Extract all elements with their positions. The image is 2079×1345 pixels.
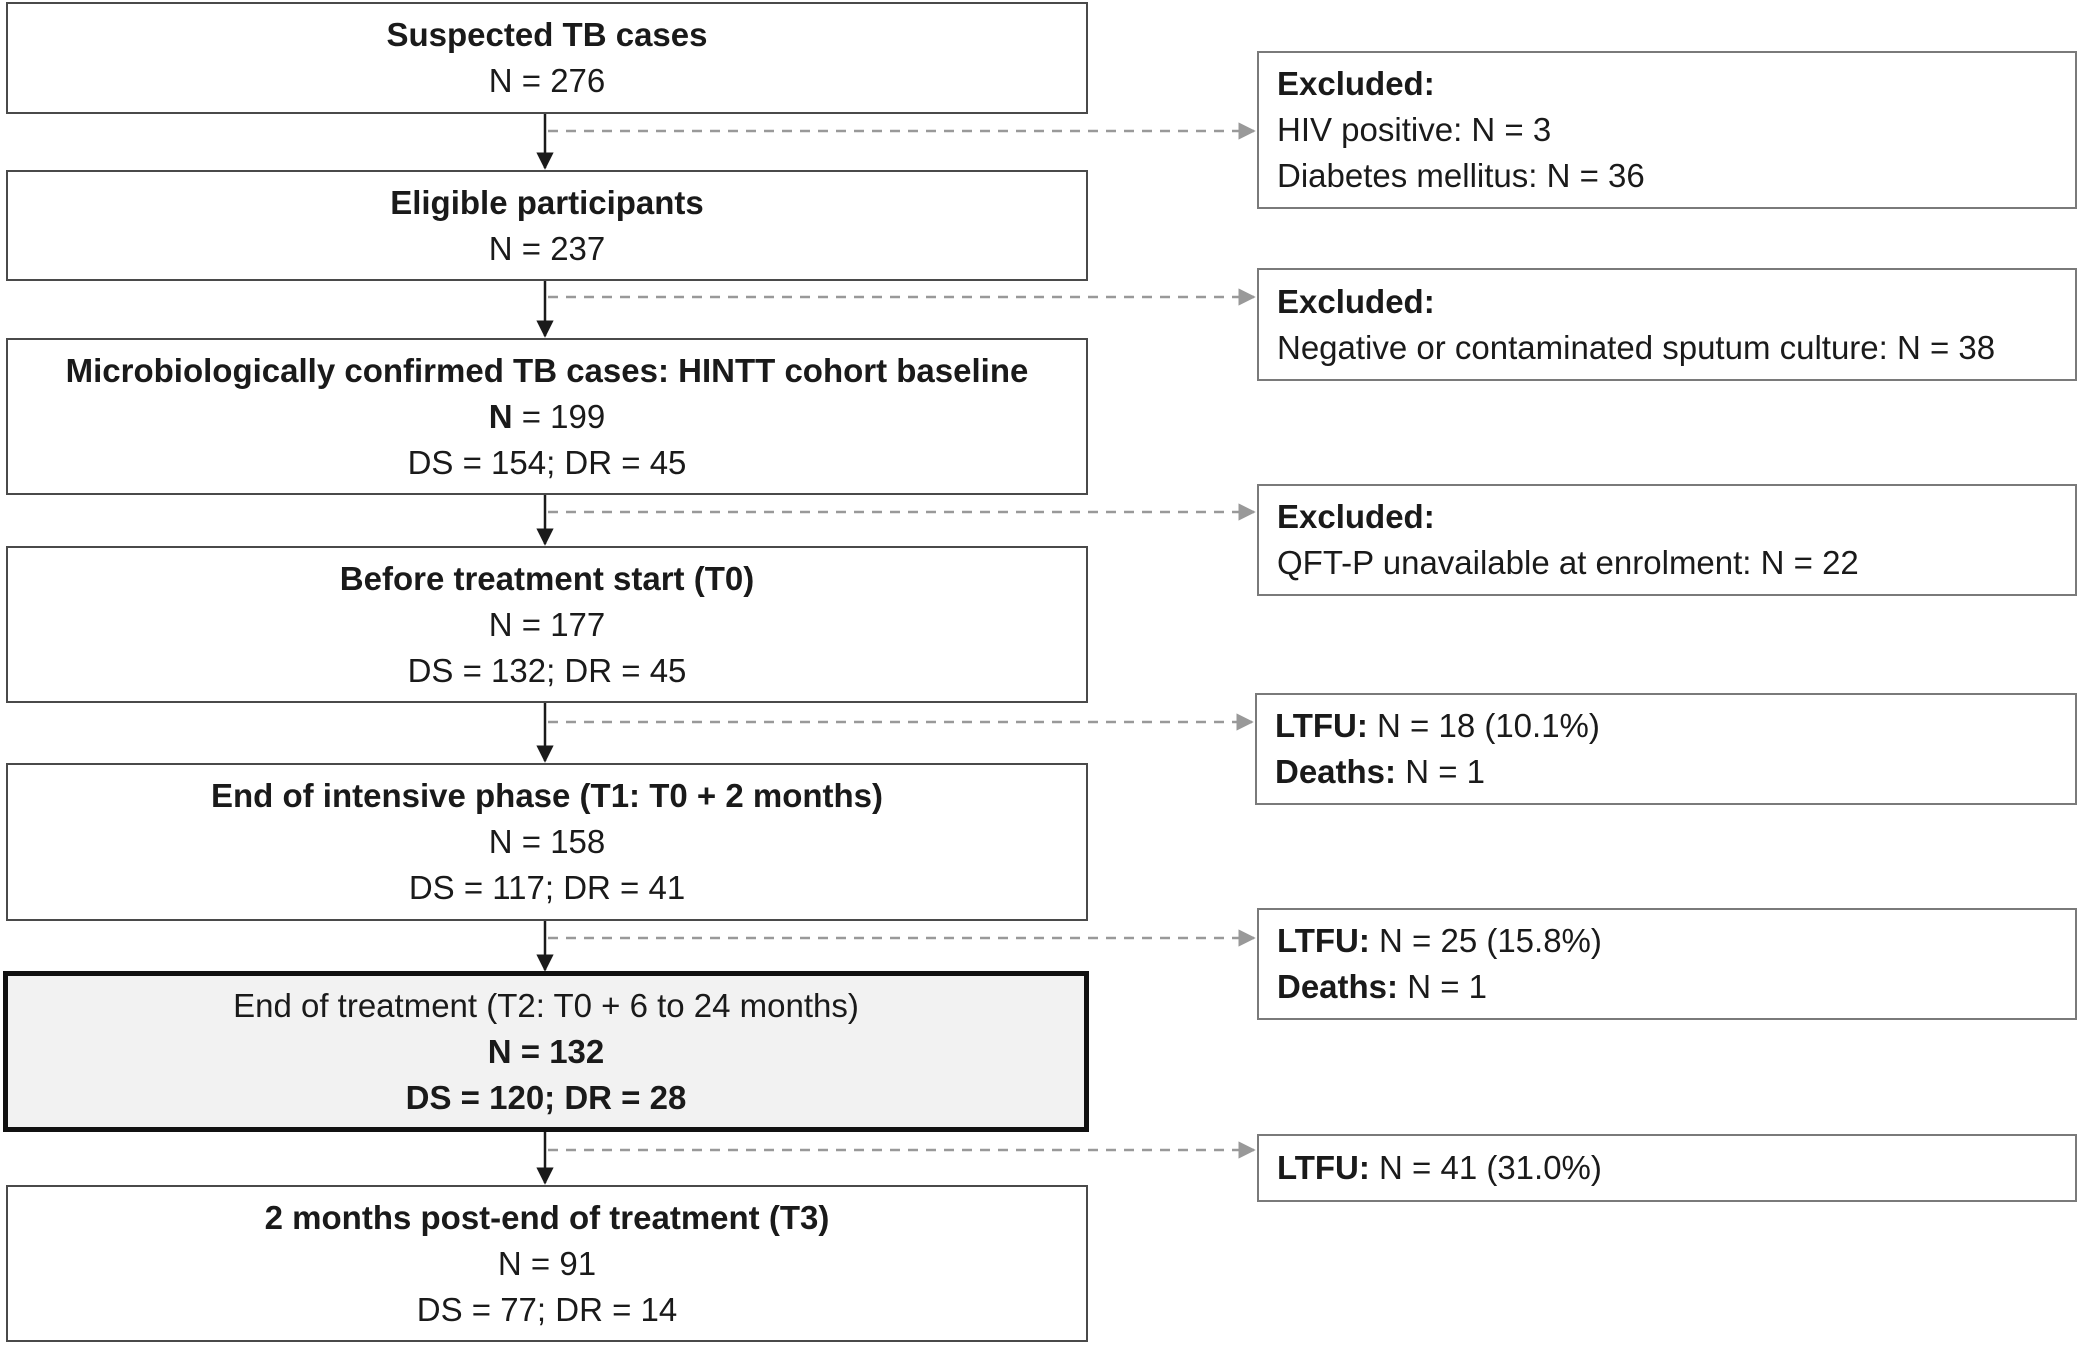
deaths-line	[1275, 749, 2075, 795]
box-count: N = 177	[488, 605, 606, 643]
ltfu-label: LTFU:	[1277, 922, 1370, 959]
box-post-treatment-t3	[6, 1185, 1088, 1342]
ltfu-label: LTFU:	[1277, 1149, 1370, 1186]
box-title: Microbiologically confirmed TB cases: HINTT cohort baseline	[65, 351, 1029, 389]
box-split: DS = 120; DR = 28	[405, 1078, 687, 1116]
deaths-value: N = 1	[1396, 753, 1485, 790]
side-line: Negative or contaminated sputum culture: N = 38	[1277, 328, 1996, 366]
ltfu-value: N = 25 (15.8%)	[1369, 922, 1602, 959]
box-before-treatment-t0	[6, 546, 1088, 703]
ltfu-line	[1277, 918, 2075, 964]
side-box-ltfu-t2	[1257, 908, 2077, 1020]
box-count: N = 237	[488, 229, 606, 267]
box-title: End of intensive phase (T1: T0 + 2 months)	[210, 777, 884, 814]
box-count: N = 276	[488, 62, 606, 99]
box-split: DS = 132; DR = 45	[407, 651, 687, 689]
ltfu-value: N = 41 (31.0%)	[1369, 1149, 1602, 1186]
box-end-treatment-t2	[3, 971, 1089, 1132]
box-split: DS = 154; DR = 45	[407, 443, 687, 481]
box-count: N = 158	[488, 823, 606, 860]
box-split: DS = 117; DR = 41	[408, 869, 686, 906]
side-box-excluded-1	[1257, 51, 2077, 209]
box-split: DS = 77; DR = 14	[416, 1290, 678, 1328]
side-line: Diabetes mellitus: N = 36	[1277, 157, 1645, 194]
box-suspected-tb-cases	[6, 2, 1088, 114]
box-eligible-participants	[6, 170, 1088, 281]
box-end-intensive-t1	[6, 763, 1088, 921]
ltfu-label: LTFU:	[1275, 707, 1368, 744]
box-count: N = 132	[487, 1032, 605, 1070]
side-box-ltfu-t1	[1255, 693, 2077, 805]
box-confirmed-tb-baseline	[6, 338, 1088, 495]
box-count: N = 91	[497, 1244, 597, 1282]
n-label: N	[488, 397, 513, 435]
ltfu-line	[1275, 703, 2075, 749]
box-count	[8, 394, 1086, 440]
deaths-line	[1277, 964, 2075, 1010]
side-heading: Excluded:	[1277, 498, 1435, 535]
box-title: Eligible participants	[390, 183, 704, 221]
side-box-excluded-2	[1257, 268, 2077, 381]
side-heading: Excluded:	[1277, 282, 1435, 320]
ltfu-line	[1277, 1145, 2075, 1191]
deaths-label: Deaths:	[1277, 968, 1399, 1005]
box-title: End of treatment (T2: T0 + 6 to 24 months)	[233, 986, 859, 1024]
box-title: Before treatment start (T0)	[339, 559, 755, 597]
box-title: Suspected TB cases	[386, 16, 708, 53]
side-box-excluded-3	[1257, 484, 2077, 596]
side-box-ltfu-t3	[1257, 1134, 2077, 1202]
side-heading: Excluded:	[1277, 65, 1435, 102]
side-line: QFT-P unavailable at enrolment: N = 22	[1277, 544, 1859, 581]
box-title: 2 months post-end of treatment (T3)	[264, 1198, 830, 1236]
deaths-value: N = 1	[1398, 968, 1487, 1005]
side-line: HIV positive: N = 3	[1277, 111, 1552, 148]
deaths-label: Deaths:	[1275, 753, 1397, 790]
ltfu-value: N = 18 (10.1%)	[1367, 707, 1600, 744]
n-value: = 199	[512, 397, 606, 435]
